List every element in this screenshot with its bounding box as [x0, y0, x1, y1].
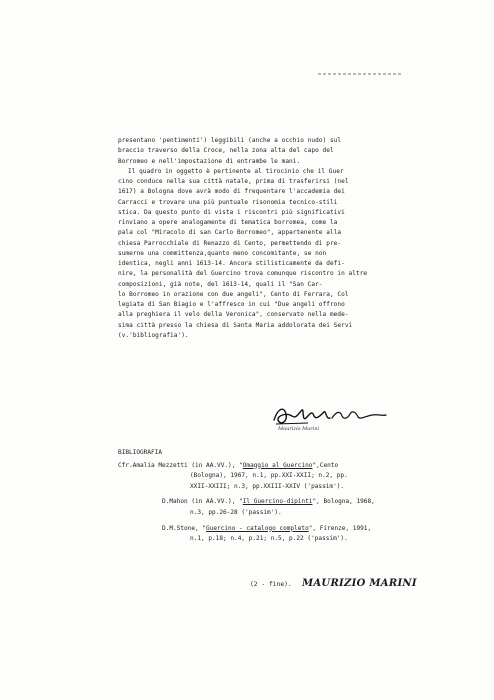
text-line: pala col "Miracolo di san Carlo Borromeo", appartenente alla [118, 229, 342, 237]
bibliography-entry: (Bologna), 1967, n.1, pp.XXI-XXII; n.2, pp. [190, 472, 348, 480]
text-line: chiesa Parrocchiale di Renazzo di Cento, permettendo di pre- [118, 239, 342, 247]
text-line: braccio traverso della Croce, nella zona alta del capo del [118, 147, 334, 155]
book-title: Il Guercino-dipinti [242, 498, 313, 506]
author-name: MAURIZIO MARINI [302, 578, 417, 589]
page-note: (2 - fine). [250, 581, 292, 588]
body-text [118, 136, 388, 341]
bibliography-entry: Cfr.Amalia Mezzetti (in AA.VV.), "Omaggio al Guercino",Cento [118, 461, 339, 469]
text-line: cino conduce nella sua città natale, prima di trasferirsi (nel [118, 178, 349, 185]
text-line: sima città presso la chiesa di Santa Maria addolorata dei Servi [118, 321, 353, 329]
book-title: Omaggio al Guercino [242, 461, 313, 469]
bibliography [118, 448, 408, 545]
bibliography-entry: XXII-XXIII; n.3, pp.XXIII-XXIV ('passim'). [190, 482, 345, 490]
text-line: Borromeo e nell'impostazione di entrambe le mani. [118, 157, 301, 165]
scan-mark [318, 73, 402, 75]
bibliography-entry: D.M.Stone, "Guercino - catalogo completo", Firenze, 1991, [162, 524, 372, 532]
signature-caption: Maurizio Marini [278, 426, 320, 432]
text-line: stica. Da questo punto di vista i riscontri più significativi [118, 208, 345, 216]
bibliography-entry: D.Mahon (in AA.VV.), "Il Guercino-dipinti", Bologna, 1968, [162, 498, 375, 506]
bibliography-heading: BIBLIOGRAFIA [118, 449, 163, 456]
text-line: lo Borromeo in orazione con due angeli", Cento di Ferrara, Col [118, 290, 349, 298]
text-line: rinviano a opere analogamente di tematica borromea, come la [118, 219, 338, 226]
text-line: presentano 'pentimenti') leggibili (anche a occhio nudo) sul [118, 137, 342, 144]
text-line: (v.'bibliografia'). [118, 331, 189, 339]
text-line: Il quadro in oggetto è pertinente al tirocinio che il Guer [128, 167, 344, 175]
text-line: legiata di San Biagio e l'affresco in cui "Due angeli offrono [118, 301, 345, 308]
text-line: Carracci e trovare una più puntuale risonomia tecnico-stili [118, 198, 338, 206]
text-line: nire, la personalità del Guercino trova comunque riscontro in altre [118, 270, 368, 278]
text-line: identica, negli anni 1613-14. Ancora stilisticamente da defi- [118, 260, 345, 267]
bibliography-entry: n.1, p.18; n.4, p.21; n.5, p.22 ('passim'). [190, 535, 348, 543]
bibliography-entry: n.3, pp.26-28 ('passim'). [190, 508, 282, 516]
text-line: sumerne una committenza,quanto meno concomitante, se non [118, 249, 327, 257]
text-line: alla preghiera il velo della Veronica", conservato nella mede- [118, 311, 349, 319]
text-line: 1617) a Bologna dove avrà modo di frequentare l'accademia dei [118, 188, 345, 196]
text-line: composizioni, già note, del 1613-14, quali il "San Car- [118, 280, 323, 288]
book-title: Guercino - catalogo completo [206, 524, 309, 532]
